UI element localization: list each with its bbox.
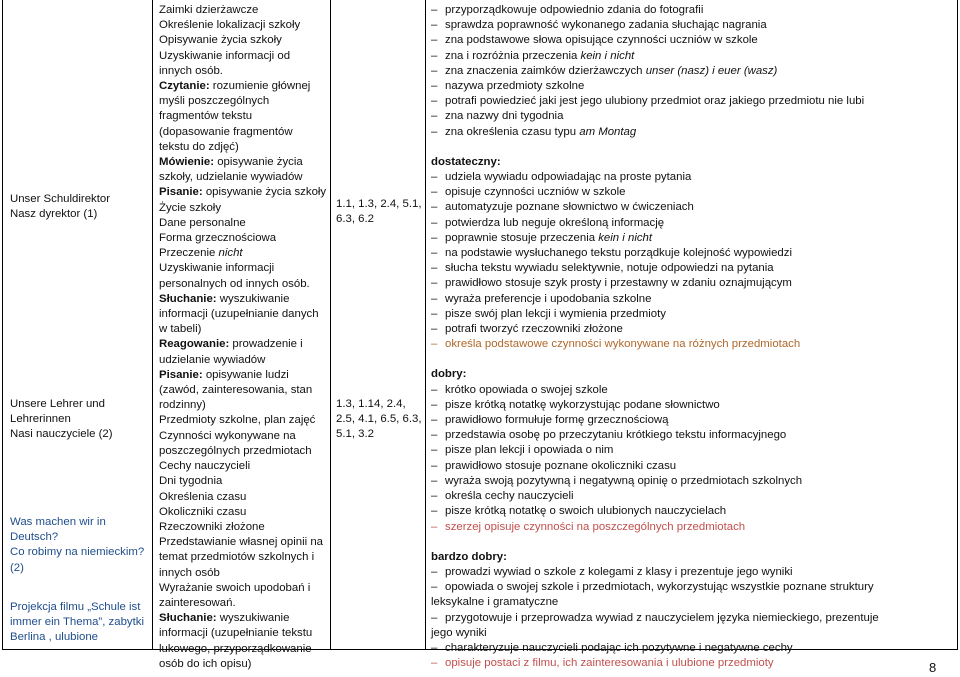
curriculum-ref-2: 1.3, 1.14, 2.4, 2.5, 4.1, 6.5, 6.3, 5.1, 3.2 xyxy=(336,398,422,441)
list-item: – opowiada o swojej szkole i przedmiotach, wykorzystując wszystkie poznane struktury xyxy=(431,581,874,594)
list-item: – prawidłowo formułuje formę grzecznościową xyxy=(431,414,669,427)
list-item: – zna podstawowe słowa opisujące czynności uczniów w szkole xyxy=(431,34,758,47)
page-number: 8 xyxy=(929,660,937,675)
column-divider xyxy=(330,0,331,650)
list-item: – przedstawia osobę po przeczytaniu krótkiego tekstu informacyjnego xyxy=(431,429,787,442)
list-item-continuation: jego wyniki xyxy=(431,626,487,639)
skill-label: Mówienie: xyxy=(159,156,215,169)
topic-film-projection: Projekcja filmu „Schule ist immer ein Thema”, zabytki Berlina , ulubione xyxy=(10,601,144,644)
column-divider xyxy=(425,0,426,650)
topic-lehrer: Unsere Lehrer und Lehrerinnen Nasi nauczyciele (2) xyxy=(10,398,113,441)
list-item: – określa cechy nauczycieli xyxy=(431,490,574,503)
list-item: – prawidłowo stosuje szyk prosty i przestawny w zdaniu oznajmującym xyxy=(431,277,792,290)
list-item: – potwierdza lub neguje określoną informację xyxy=(431,216,665,229)
list-item: – określa podstawowe czynności wykonywane na różnych przedmiotach xyxy=(431,338,801,351)
list-item: – przygotowuje i przeprowadza wywiad z nauczycielem języka niemieckiego, prezentuje xyxy=(431,611,879,624)
grade-label-bardzo-dobry: bardzo dobry: xyxy=(431,550,507,563)
list-item: – charakteryzuje nauczycieli podając ich pozytywne i negatywne cechy xyxy=(431,641,793,654)
list-item: – potrafi tworzyć rzeczowniki złożone xyxy=(431,323,623,336)
list-item: – opisuje postaci z filmu, ich zainteresowania i ulubione przedmioty xyxy=(431,657,774,670)
list-item: – pisze plan lekcji i opowiada o nim xyxy=(431,444,614,457)
list-item: – zna i rozróżnia przeczenia kein i nicht xyxy=(431,49,635,62)
skill-label: Reagowanie: xyxy=(159,338,230,351)
list-item: – automatyzuje poznane słownictwo w ćwiczeniach xyxy=(431,201,694,214)
list-item: – potrafi powiedzieć jaki jest jego ulubiony przedmiot oraz jakiego przedmiotu nie lubi xyxy=(431,95,865,108)
content-column: Zaimki dzierżawcze Określenie lokalizacji szkoły Opisywanie życia szkoły Uzyskiwanie informacji od innych osób. Czytanie: rozumienie głównej myśli poszczególnych fragmentów tekstu (dopasowanie fragmentów tekstu do zdjęć) Mówienie: opisywanie życia szkoły, udzielanie wywiadów Pisanie: opisywanie życia szkoły Życie szkoły Dane personalne Forma grzecznościowa Przeczenie nicht Uzyskiwanie informacji personalnych od innych osób. Słuchanie: wyszukiwanie informacji (uzupełnianie danych w tabeli) Reagowanie: prowadzenie i udzielanie wywiadów Pisanie: opisywanie ludzi (zawód, zainteresowania, stan rodzinny) Przedmioty szkolne, plan zajęć Czynności wykonywane na poszczególnych przedmiotach Cechy nauczycieli Dni tygodnia Określenia czasu Okoliczniki czasu Rzeczowniki złożone Przedstawianie własnej opinii na temat przedmiotów szkolnych i innych osób Wyrażanie swoich upodobań i zainteresowań. Słuchanie: wyszukiwanie informacji (uzupełnianie tekstu lukowego, przyporządkowanie osób do ich opisu) xyxy=(159,4,327,670)
column-divider xyxy=(152,0,153,650)
list-item: – opisuje czynności uczniów w szkole xyxy=(431,186,626,199)
grade-label-dobry: dobry: xyxy=(431,368,467,381)
table-border-right xyxy=(957,0,958,650)
topic-was-machen-wir: Was machen wir in Deutsch? Co robimy na niemieckim? (2) xyxy=(10,516,145,574)
list-item: – pisze krótką notatkę wykorzystując podane słownictwo xyxy=(431,398,720,411)
list-item: – słucha tekstu wywiadu selektywnie, notuje odpowiedzi na pytania xyxy=(431,262,774,275)
skill-label: Pisanie: xyxy=(159,186,203,199)
list-item: – poprawnie stosuje przeczenia kein i nicht xyxy=(431,231,653,244)
table-border-left xyxy=(2,0,3,650)
list-item: – krótko opowiada o swojej szkole xyxy=(431,383,608,396)
list-item: – na podstawie wysłuchanego tekstu porządkuje kolejność wypowiedzi xyxy=(431,247,792,260)
topic-schuldirektor: Unser Schuldirektor Nasz dyrektor (1) xyxy=(10,193,111,221)
skill-label: Słuchanie: xyxy=(159,292,217,305)
list-item: – zna nazwy dni tygodnia xyxy=(431,110,564,123)
list-item: – zna znaczenia zaimków dzierżawczych unser (nasz) i euer (wasz) xyxy=(431,64,778,77)
list-item: – przyporządkowuje odpowiednio zdania do fotografii xyxy=(431,4,704,16)
list-item: – prowadzi wywiad o szkole z kolegami z klasy i prezentuje jego wyniki xyxy=(431,565,793,578)
skill-label: Pisanie: xyxy=(159,368,203,381)
list-item: – sprawdza poprawność wykonanego zadania słuchając nagrania xyxy=(431,19,767,32)
requirements-column xyxy=(431,3,951,671)
curriculum-ref-1: 1.1, 1.3, 2.4, 5.1, 6.3, 6.2 xyxy=(336,198,422,226)
list-item: – prawidłowo stosuje poznane okoliczniki czasu xyxy=(431,459,677,472)
grade-label-dostateczny: dostateczny: xyxy=(431,155,501,168)
skill-label: Czytanie: xyxy=(159,80,210,93)
skill-label: Słuchanie: xyxy=(159,612,217,625)
list-item: – udziela wywiadu odpowiadając na proste pytania xyxy=(431,171,692,184)
list-item: – pisze swój plan lekcji i wymienia przedmioty xyxy=(431,307,666,320)
list-item-continuation: leksykalne i gramatyczne xyxy=(431,596,559,609)
list-item: – wyraża swoją pozytywną i negatywną opinię o przedmiotach szkolnych xyxy=(431,474,803,487)
list-item: – wyraża preferencje i upodobania szkolne xyxy=(431,292,652,305)
list-item: – zna określenia czasu typu am Montag xyxy=(431,125,637,138)
list-item: – szerzej opisuje czynności na poszczególnych przedmiotach xyxy=(431,520,746,533)
list-item: – pisze krótką notatkę o swoich ulubionych nauczycielach xyxy=(431,505,727,518)
list-item: – nazywa przedmioty szkolne xyxy=(431,80,585,93)
